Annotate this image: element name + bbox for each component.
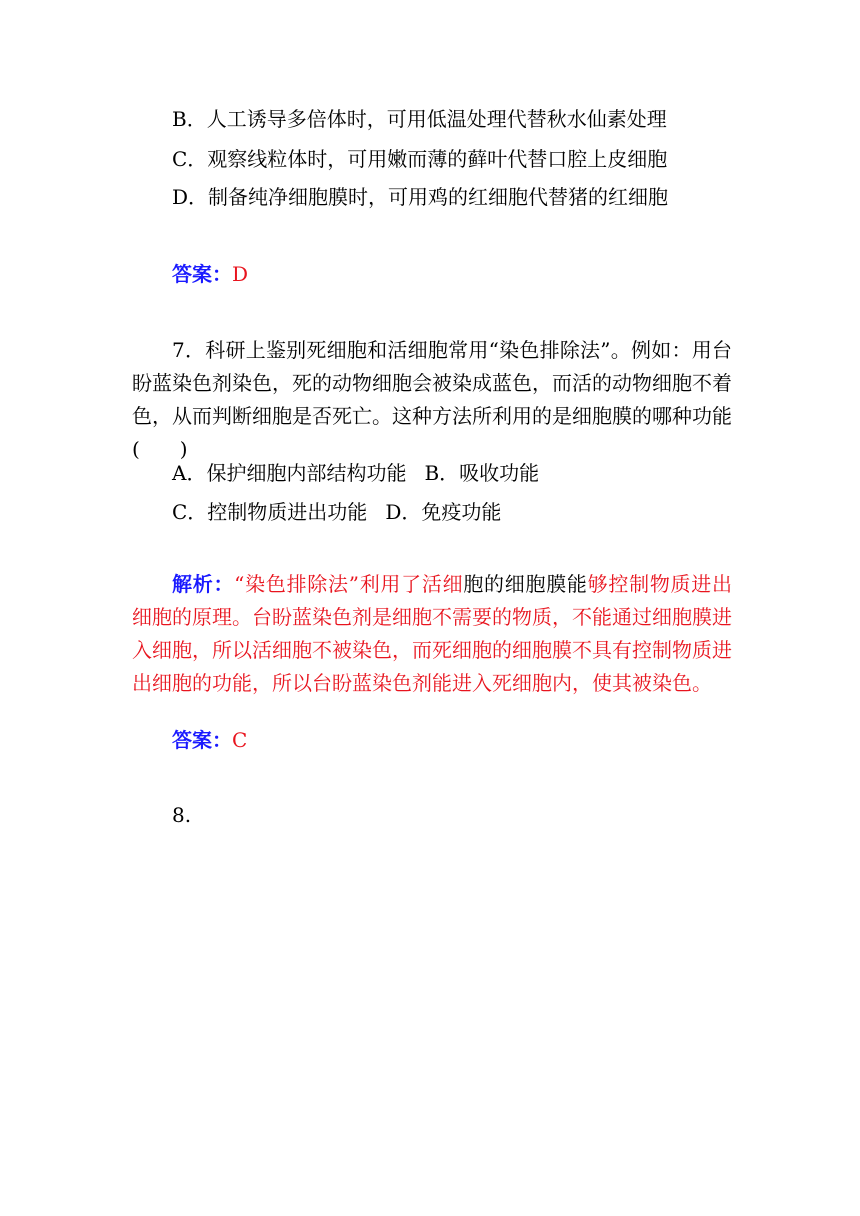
q7-analysis-text-3: 够控制物质进出细胞的原理。台盼蓝染色剂是细胞不需要的物质，不能通过细胞膜进入细胞，所以活细胞不被染色，而死细胞的细胞膜不具有控制物质进出细胞的功能，所以台盼蓝染色剂能进入死细胞内，使其被染色。 — [132, 572, 732, 695]
q6-option-b: B．人工诱导多倍体时，可用低温处理代替秋水仙素处理 — [172, 107, 667, 131]
q7-analysis — [132, 568, 732, 700]
q7-options-row-2 — [172, 499, 501, 525]
q6-answer — [172, 261, 248, 287]
q7-analysis-text-2: 胞的细胞膜能 — [463, 572, 588, 596]
q7-answer-label: 答案： — [172, 728, 232, 752]
q7-option-a: A．保护细胞内部结构功能 — [172, 461, 407, 485]
q7-option-d: D．免疫功能 — [385, 500, 502, 524]
q7-analysis-label: 解析： — [172, 572, 235, 596]
q8-number: 8. — [172, 803, 192, 827]
q7-option-b: B．吸收功能 — [424, 461, 540, 485]
q7-stem: 7．科研上鉴别死细胞和活细胞常用“染色排除法”。例如：用台盼蓝染色剂染色，死的动物细胞会被染成蓝色，而活的动物细胞不着色，从而判断细胞是否死亡。这种方法所利用的是细胞膜的哪种功能( ) — [132, 338, 732, 461]
q6-option-c: C．观察线粒体时，可用嫩而薄的藓叶代替口腔上皮细胞 — [172, 147, 668, 171]
q6-answer-value: D — [232, 262, 249, 286]
q7-analysis-text-1: “染色排除法”利用了活细 — [234, 572, 464, 596]
q7-option-c: C．控制物质进出功能 — [172, 500, 368, 524]
q7-answer — [172, 727, 247, 753]
q6-answer-label: 答案： — [172, 262, 232, 286]
q6-option-d: D．制备纯净细胞膜时，可用鸡的红细胞代替猪的红细胞 — [172, 185, 669, 209]
q7-answer-value: C — [232, 728, 248, 752]
q7-options-row-1 — [172, 460, 539, 486]
